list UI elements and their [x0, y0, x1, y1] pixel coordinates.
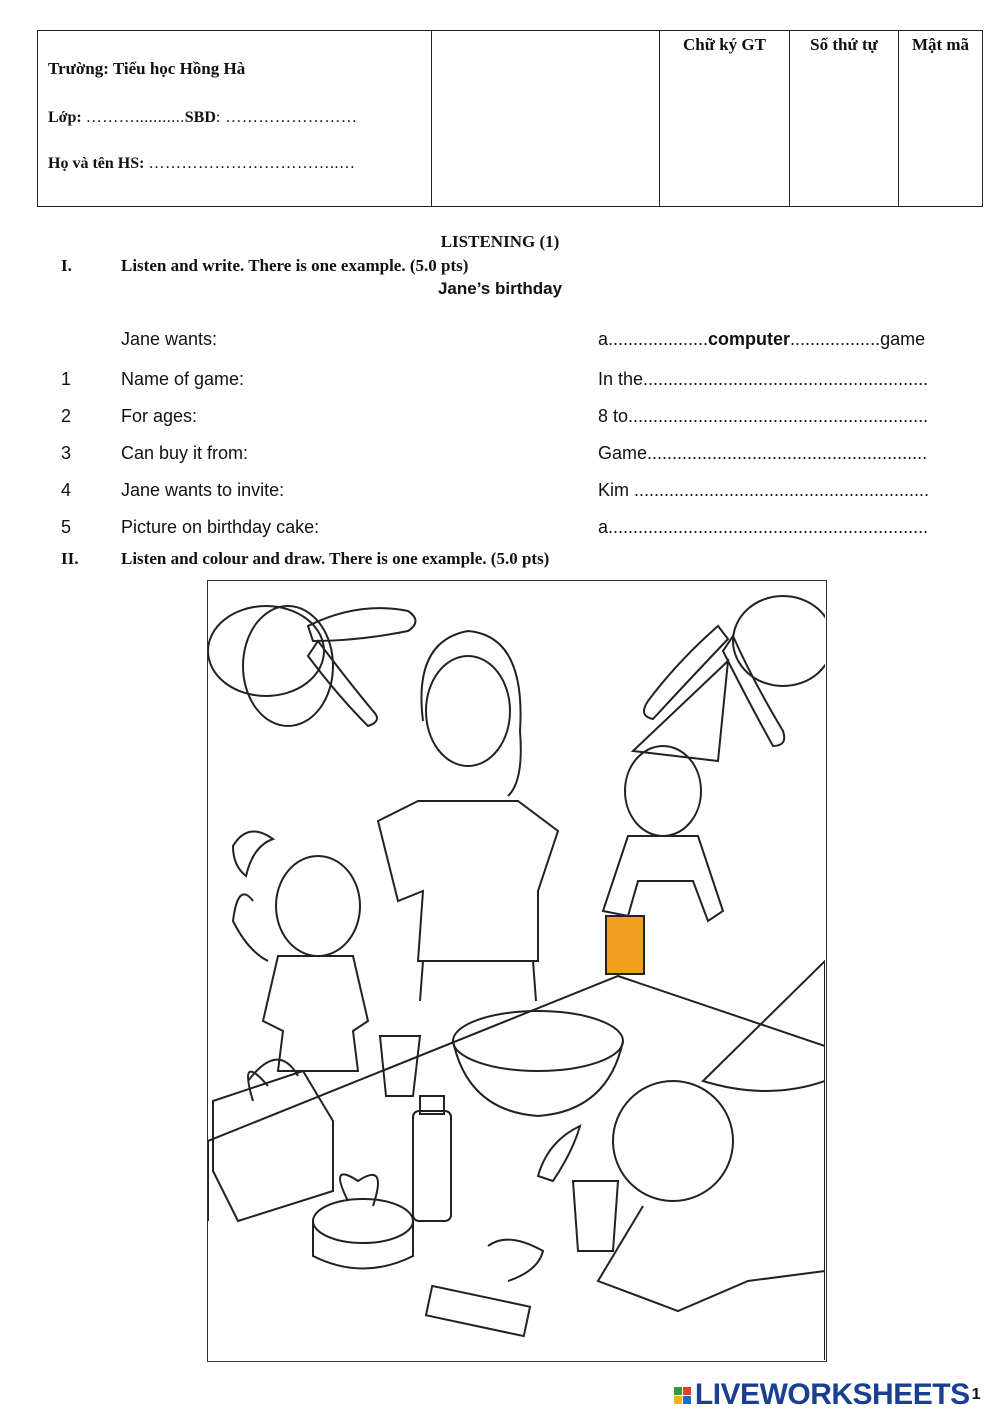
example-answer	[598, 329, 973, 350]
juice-glass	[606, 916, 644, 974]
logo-text: LIVEWORKSHEETS	[694, 1378, 970, 1411]
answer-field[interactable]: In the.........................................................	[598, 369, 929, 389]
bowl-rim	[453, 1011, 623, 1071]
section1-instruction: Listen and write. There is one example. (5.0 pts)	[121, 256, 469, 275]
signature-cell	[660, 31, 790, 206]
signature-header: Chữ ký GT	[683, 35, 766, 54]
sausage-balloon	[308, 641, 377, 726]
school-name: Tiểu học Hồng Hà	[112, 59, 246, 78]
glass	[380, 1036, 420, 1096]
gift-box	[213, 1071, 333, 1221]
example-answer-word: computer	[708, 329, 791, 349]
body	[263, 956, 368, 1071]
sausage-balloon	[308, 608, 416, 641]
sausage-balloon	[723, 636, 784, 746]
sbd-label: SBD	[184, 109, 216, 126]
blank-cell	[432, 31, 660, 206]
answer-field[interactable]: Kim ...........................................................	[598, 480, 930, 500]
example-answer-suffix: ..................game	[790, 329, 926, 349]
example-answer-prefix: a....................	[598, 329, 709, 349]
class-field[interactable]: ………...........	[85, 109, 185, 126]
question-text: Jane wants to invite:	[121, 480, 285, 500]
person-head	[426, 656, 510, 766]
school-label: Trường:	[48, 59, 109, 78]
student-info-cell	[38, 31, 432, 206]
order-header: Số thứ tự	[810, 35, 878, 54]
question-row	[61, 369, 973, 393]
body	[603, 836, 723, 921]
round-gift	[313, 1199, 413, 1243]
balloon	[243, 606, 333, 726]
person-head	[625, 746, 701, 836]
section2-instruction: Listen and colour and draw. There is one example. (5.0 pts)	[121, 549, 550, 568]
balloon	[733, 596, 825, 686]
banana	[233, 831, 273, 876]
bowl	[453, 1041, 623, 1116]
question-text: Can buy it from:	[121, 443, 249, 463]
section1-number: I.	[61, 256, 72, 275]
section1-heading	[61, 256, 468, 276]
example-question: Jane wants:	[121, 329, 218, 349]
glass	[573, 1181, 618, 1251]
banana	[538, 1126, 580, 1181]
name-field[interactable]: ……………………………..…	[148, 155, 356, 172]
header-table	[37, 30, 983, 207]
question-row	[61, 443, 973, 467]
bottle	[413, 1111, 451, 1221]
sbd-field[interactable]: : ……………………	[215, 109, 358, 126]
answer-field[interactable]: 8 to............................................................	[598, 406, 929, 426]
liveworksheets-logo	[674, 1378, 980, 1412]
legs	[420, 961, 536, 1001]
waving-hand	[233, 894, 268, 961]
logo-blocks-icon	[674, 1387, 691, 1404]
question-number: 1	[61, 369, 72, 389]
person-head	[613, 1081, 733, 1201]
section1-subtitle: Jane’s birthday	[437, 279, 563, 298]
question-text: For ages:	[121, 406, 198, 426]
party-coloring-picture[interactable]	[207, 580, 827, 1362]
body	[378, 801, 558, 961]
question-row	[61, 517, 973, 541]
question-number: 5	[61, 517, 72, 537]
person-head	[276, 856, 360, 956]
balloon	[208, 606, 324, 696]
school-line	[48, 59, 245, 79]
class-label: Lớp:	[48, 109, 82, 126]
code-cell	[899, 31, 982, 206]
round-gift	[313, 1221, 413, 1269]
section2-number: II.	[61, 549, 79, 568]
question-row	[61, 406, 973, 430]
name-line	[48, 155, 355, 173]
section2-heading	[61, 549, 549, 569]
listening-title: LISTENING (1)	[440, 232, 560, 251]
table	[208, 976, 825, 1360]
code-header: Mật mã	[911, 35, 970, 54]
hand	[488, 1240, 543, 1281]
question-number: 4	[61, 480, 72, 500]
question-number: 2	[61, 406, 72, 426]
example-row	[61, 329, 973, 353]
page-number: 1	[971, 1386, 980, 1403]
question-number: 3	[61, 443, 72, 463]
answer-field[interactable]: Game........................................................	[598, 443, 928, 463]
order-cell	[790, 31, 899, 206]
class-line	[48, 109, 357, 127]
question-row	[61, 480, 973, 504]
answer-field[interactable]: a................................................................	[598, 517, 929, 537]
question-text: Picture on birthday cake:	[121, 517, 320, 537]
body	[598, 1206, 825, 1311]
question-text: Name of game:	[121, 369, 245, 389]
name-label: Họ và tên HS:	[48, 155, 145, 172]
party-hat	[633, 661, 728, 761]
bottle	[426, 1286, 530, 1336]
